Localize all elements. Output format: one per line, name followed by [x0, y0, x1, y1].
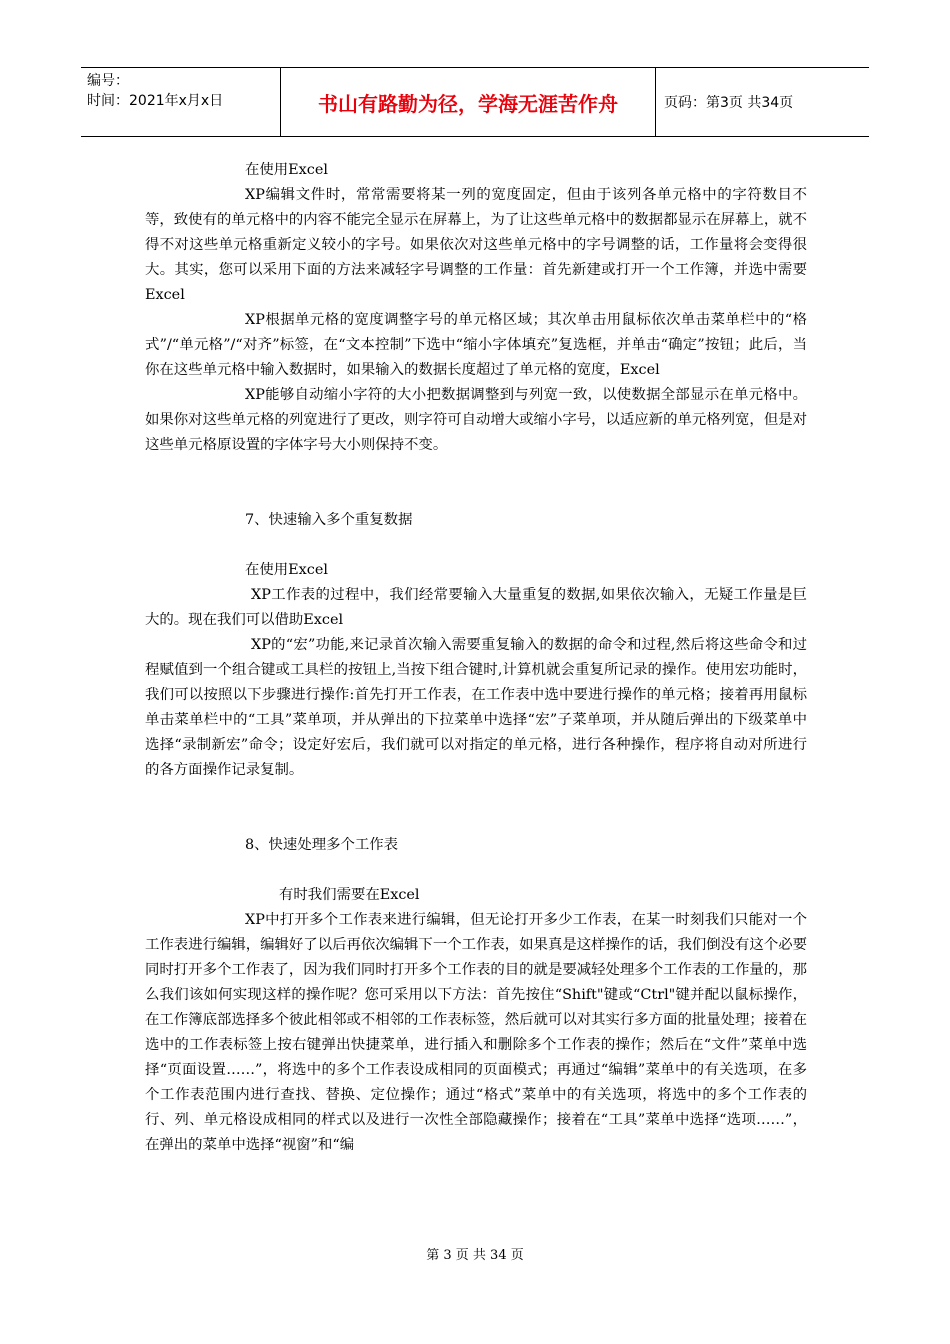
header-motto-cell — [281, 68, 656, 136]
page-footer: 第 3 页 共 34 页 — [426, 1248, 524, 1263]
document-body — [145, 158, 807, 1158]
paragraph-3: XP能够自动缩小字符的大小把数据调整到与列宽一致，以使数据全部显示在单元格中。如果你对这些单元格的列宽进行了更改，则字符可自动增大或缩小字号，以适应新的单元格列宽，但是对这些单元格原设置的字体字号大小则保持不变。 — [145, 387, 807, 453]
section-8-heading: 8、快速处理多个工作表 — [245, 837, 399, 853]
header-left-cell — [81, 68, 281, 136]
section-7-heading: 7、快速输入多个重复数据 — [245, 512, 413, 528]
page-info: 页码：第3页 共34页 — [664, 95, 794, 111]
header-table — [81, 67, 869, 137]
section-8-intro: 有时我们需要在Excel — [279, 887, 420, 903]
section-7-intro: 在使用Excel — [245, 562, 328, 578]
paragraph-1: XP编辑文件时，常常需要将某一列的宽度固定，但由于该列各单元格中的字符数目不等，致使有的单元格中的内容不能完全显示在屏幕上，为了让这些单元格中的数据都显示在屏幕上，就不得不对这些单元格重新定义较小的字号。如果依次对这些单元格中的字号调整的话，工作量将会变得很大。其实，您可以采用下面的方法来减轻字号调整的工作量：首先新建或打开一个工作簿，并选中需要Excel — [145, 187, 807, 303]
header-page-cell — [656, 68, 869, 136]
date-label: 时间：2021年x月x日 — [87, 93, 224, 109]
section-7-paragraph-2: XP的“宏”功能,来记录首次输入需要重复输入的数据的命令和过程,然后将这些命令和过程赋值到一个组合键或工具栏的按钮上,当按下组合键时,计算机就会重复所记录的操作。使用宏功能时，我们可以按照以下步骤进行操作:首先打开工作表，在工作表中选中要进行操作的单元格；接着再用鼠标单击菜单栏中的“工具”菜单项，并从弹出的下拉菜单中选择“宏”子菜单项，并从随后弹出的下级菜单中选择“录制新宏”命令；设定好宏后，我们就可以对指定的单元格，进行各种操作，程序将自动对所进行的各方面操作记录复制。 — [145, 637, 807, 778]
paragraph-intro-1: 在使用Excel — [245, 162, 328, 178]
paragraph-2: XP根据单元格的宽度调整字号的单元格区域；其次单击用鼠标依次单击菜单栏中的“格式”/“单元格”/“对齐”标签，在“文本控制”下选中“缩小字体填充”复选框，并单击“确定”按钮；此后，当你在这些单元格中输入数据时，如果输入的数据长度超过了单元格的宽度，Excel — [145, 312, 807, 378]
section-8-paragraph-1: XP中打开多个工作表来进行编辑，但无论打开多少工作表，在某一时刻我们只能对一个工作表进行编辑，编辑好了以后再依次编辑下一个工作表，如果真是这样操作的话，我们倒没有这个必要同时打开多个工作表了，因为我们同时打开多个工作表的目的就是要减轻处理多个工作表的工作量的，那么我们该如何实现这样的操作呢？您可采用以下方法：首先按住“Shift"键或“Ctrl"键并配以鼠标操作，在工作簿底部选择多个彼此相邻或不相邻的工作表标签，然后就可以对其实行多方面的批量处理；接着在选中的工作表标签上按右键弹出快捷菜单，进行插入和删除多个工作表的操作；然后在“文件”菜单中选择“页面设置……”，将选中的多个工作表设成相同的页面模式；再通过“编辑”菜单中的有关选项，在多个工作表范围内进行查找、替换、定位操作；通过“格式”菜单中的有关选项，将选中的多个工作表的行、列、单元格设成相同的样式以及进行一次性全部隐藏操作；接着在“工具”菜单中选择“选项……”，在弹出的菜单中选择“视窗”和“编 — [145, 912, 807, 1153]
motto-text: 书山有路勤为径，学海无涯苦作舟 — [318, 91, 618, 116]
section-7-paragraph-1: XP工作表的过程中，我们经常要输入大量重复的数据,如果依次输入，无疑工作量是巨大的。现在我们可以借助Excel — [145, 587, 807, 628]
serial-label: 编号： — [87, 73, 129, 89]
